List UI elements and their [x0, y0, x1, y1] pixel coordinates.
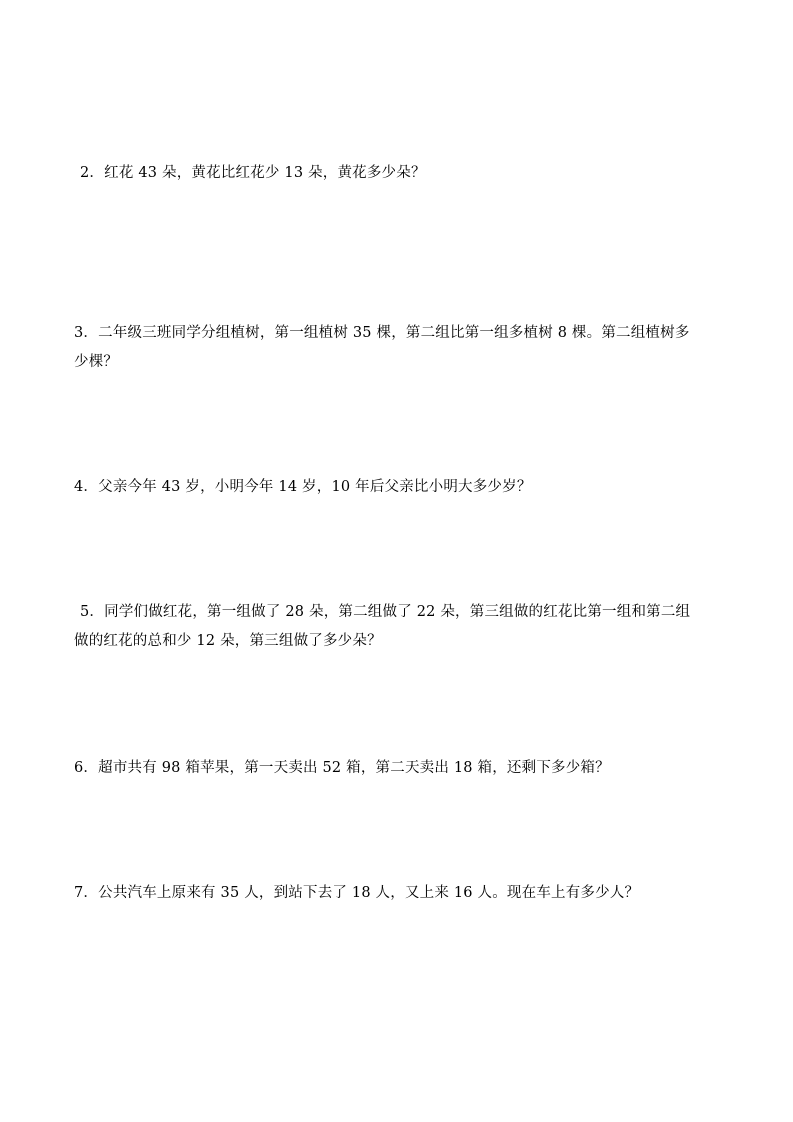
- question-5: [74, 598, 729, 656]
- question-text-line: 5．同学们做红花，第一组做了 28 朵，第二组做了 22 朵，第三组做的红花比第一组和第二组: [80, 604, 691, 620]
- question-3: [74, 319, 729, 377]
- question-text-line: 4．父亲今年 43 岁，小明今年 14 岁，10 年后父亲比小明大多少岁？: [74, 479, 532, 495]
- question-text-line: 2．红花 43 朵，黄花比红花少 13 朵，黄花多少朵？: [80, 165, 426, 181]
- question-text-line: 做的红花的总和少 12 朵，第三组做了多少朵？: [74, 633, 382, 649]
- question-text-line: 6．超市共有 98 箱苹果，第一天卖出 52 箱，第二天卖出 18 箱，还剩下多少箱？: [74, 760, 610, 776]
- question-7: [74, 879, 729, 908]
- question-text-line: 3．二年级三班同学分组植树，第一组植树 35 棵，第二组比第一组多植树 8 棵。第二组植树多: [74, 325, 690, 341]
- question-4: [74, 473, 729, 502]
- question-2: [80, 159, 735, 188]
- question-6: [74, 754, 729, 783]
- question-text-line: 7．公共汽车上原来有 35 人，到站下去了 18 人，又上来 16 人。现在车上有多少人？: [74, 885, 640, 901]
- question-text-line: 少棵？: [74, 354, 119, 370]
